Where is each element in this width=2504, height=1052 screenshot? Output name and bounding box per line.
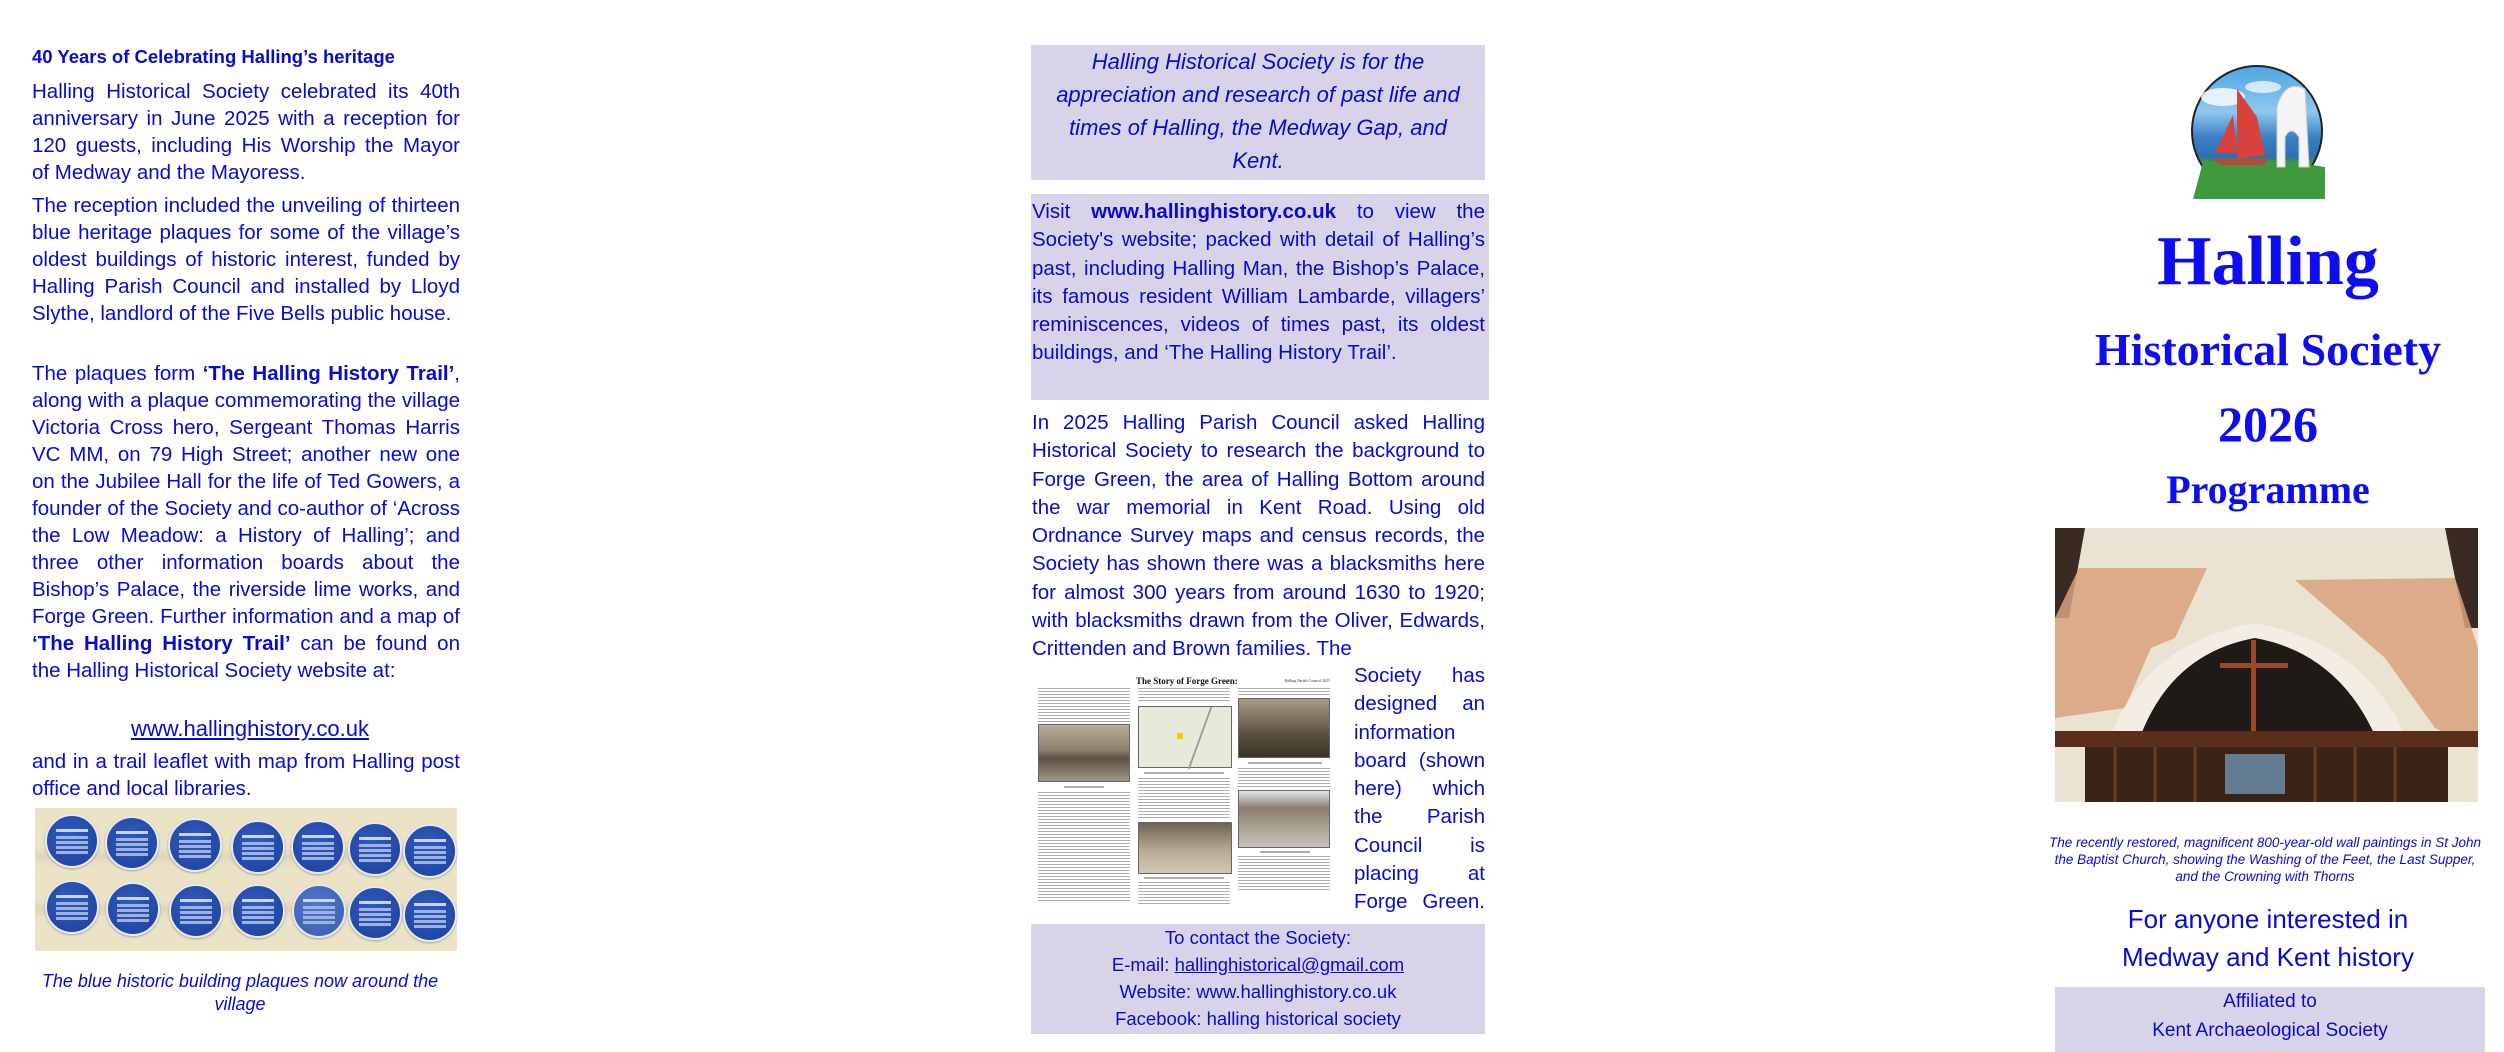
plaque-icon	[169, 884, 223, 938]
contact-facebook: Facebook: halling historical society	[1115, 1008, 1401, 1029]
title-halling: Halling	[2157, 223, 2379, 300]
plaques-paragraph: The reception included the unveiling of thirteen blue heritage plaques for some of the village’s oldest buildings of historic interest, funded by Halling Parish Council and installed by Lloyd Slythe, landlord of the Five Bells public house.	[32, 194, 460, 325]
trail-paragraph-body: , along with a plaque commemorating the village Victoria Cross hero, Sergeant Thomas Harris VC MM, on 79 High Street; another new one on the Jubilee Hall for the life of Ted Gowers, a founder of the Society and co-author of ‘Across the Low Meadow: a History of Halling’; and three other information boards about the Bishop’s Palace, the riverside lime works, and Forge Green. Further information and a map of	[32, 362, 460, 628]
affiliated-to-label: Affiliated to	[2223, 991, 2317, 1012]
plaque-icon	[106, 882, 160, 936]
title-historical-society: Historical Society	[2094, 324, 2442, 375]
title-programme: Programme	[2166, 467, 2370, 512]
plaque-icon	[45, 880, 99, 934]
plaques-photo	[35, 808, 457, 951]
middle-panel	[496, 0, 1485, 1052]
forge-green-board-text: Society has designed an information board (shown here) which the Parish Council is placing at Forge Green.	[1354, 664, 1485, 914]
trail-paragraph	[32, 360, 460, 684]
mission-statement: Halling Historical Society is for the appreciation and research of past life and times of Halling, the Medway Gap, and Kent.	[1056, 49, 1460, 173]
plaque-icon	[348, 822, 402, 876]
affiliated-organisation: Kent Archaeological Society	[2152, 1020, 2388, 1041]
left-panel	[0, 0, 496, 1052]
anniversary-paragraph: Halling Historical Society celebrated its 40th anniversary in June 2025 with a reception for 120 guests, including His Worship the Mayor of Medway and the Mayoress.	[32, 80, 460, 184]
church-caption: The recently restored, magnificent 800-year-old wall paintings in St John the Baptist Church, showing the Washing of the Feet, the Last Supper, and the Crowning with Thorns	[2049, 835, 2481, 884]
trail-paragraph-intro: The plaques form	[32, 362, 203, 385]
plaque-icon	[291, 820, 345, 874]
title-year: 2026	[2218, 396, 2318, 452]
plaque-icon	[403, 888, 457, 942]
plaque-icon	[45, 814, 99, 868]
leaflet-paragraph: and in a trail leaflet with map from Halling post office and local libraries.	[32, 750, 460, 800]
plaque-icon	[292, 884, 346, 938]
contact-website: Website: www.hallinghistory.co.uk	[1119, 981, 1397, 1002]
church-wall-paintings-photo	[2055, 528, 2478, 802]
trail-paragraph-end: can be found on the Halling Historical Society website at:	[32, 632, 460, 682]
email-link[interactable]: hallinghistorical@gmail.com	[1174, 954, 1405, 975]
audience-tagline: For anyone interested in Medway and Kent history	[2122, 904, 2414, 972]
board-subtitle: Halling Parish Council 2025	[1284, 678, 1330, 683]
heritage-heading: 40 Years of Celebrating Halling’s heritage	[32, 46, 395, 67]
forge-green-paragraph: In 2025 Halling Parish Council asked Halling Historical Society to research the background to Forge Green, the area of Halling Bottom around the war memorial in Kent Road. Using old Ordnance Survey maps and census records, the Society has shown there was a blacksmiths here for almost 300 years from around 1630 to 1920; with blacksmiths drawn from the Oliver, Edwards, Crittenden and Brown families. The	[1032, 411, 1485, 661]
board-title: The Story of Forge Green:	[1136, 676, 1238, 686]
plaque-icon	[168, 818, 222, 872]
society-logo	[2191, 65, 2323, 197]
plaque-icon	[231, 884, 285, 938]
website-url-bold[interactable]: www.hallinghistory.co.uk	[1091, 200, 1337, 223]
trail-name-bold: ‘The Halling History Trail’	[202, 362, 455, 385]
plaque-icon	[348, 886, 402, 940]
church-arch-image	[2055, 528, 2478, 802]
plaque-icon	[403, 824, 457, 878]
website-link[interactable]: www.hallinghistory.co.uk	[130, 716, 370, 741]
visit-description: to view the Society's website; packed with detail of Halling’s past, including Halling Man, the Bishop’s Palace, its famous resident William Lambarde, villagers’ reminiscences, videos of times past, its oldest buildings, and ‘The Halling History Trail’.	[1032, 200, 1485, 365]
plaque-icon	[231, 820, 285, 874]
plaque-icon	[105, 816, 159, 870]
right-panel	[1016, 0, 2481, 1052]
affiliation-box	[2055, 987, 2485, 1052]
plaques-caption: The blue historic building plaques now around the village	[41, 971, 439, 1014]
trail-name-bold: ‘The Halling History Trail’	[32, 632, 291, 655]
email-label: E-mail:	[1111, 954, 1175, 975]
contact-heading: To contact the Society:	[1164, 927, 1352, 948]
sailing-barge-arch-icon	[2193, 67, 2325, 199]
visit-prefix: Visit	[1032, 200, 1092, 223]
